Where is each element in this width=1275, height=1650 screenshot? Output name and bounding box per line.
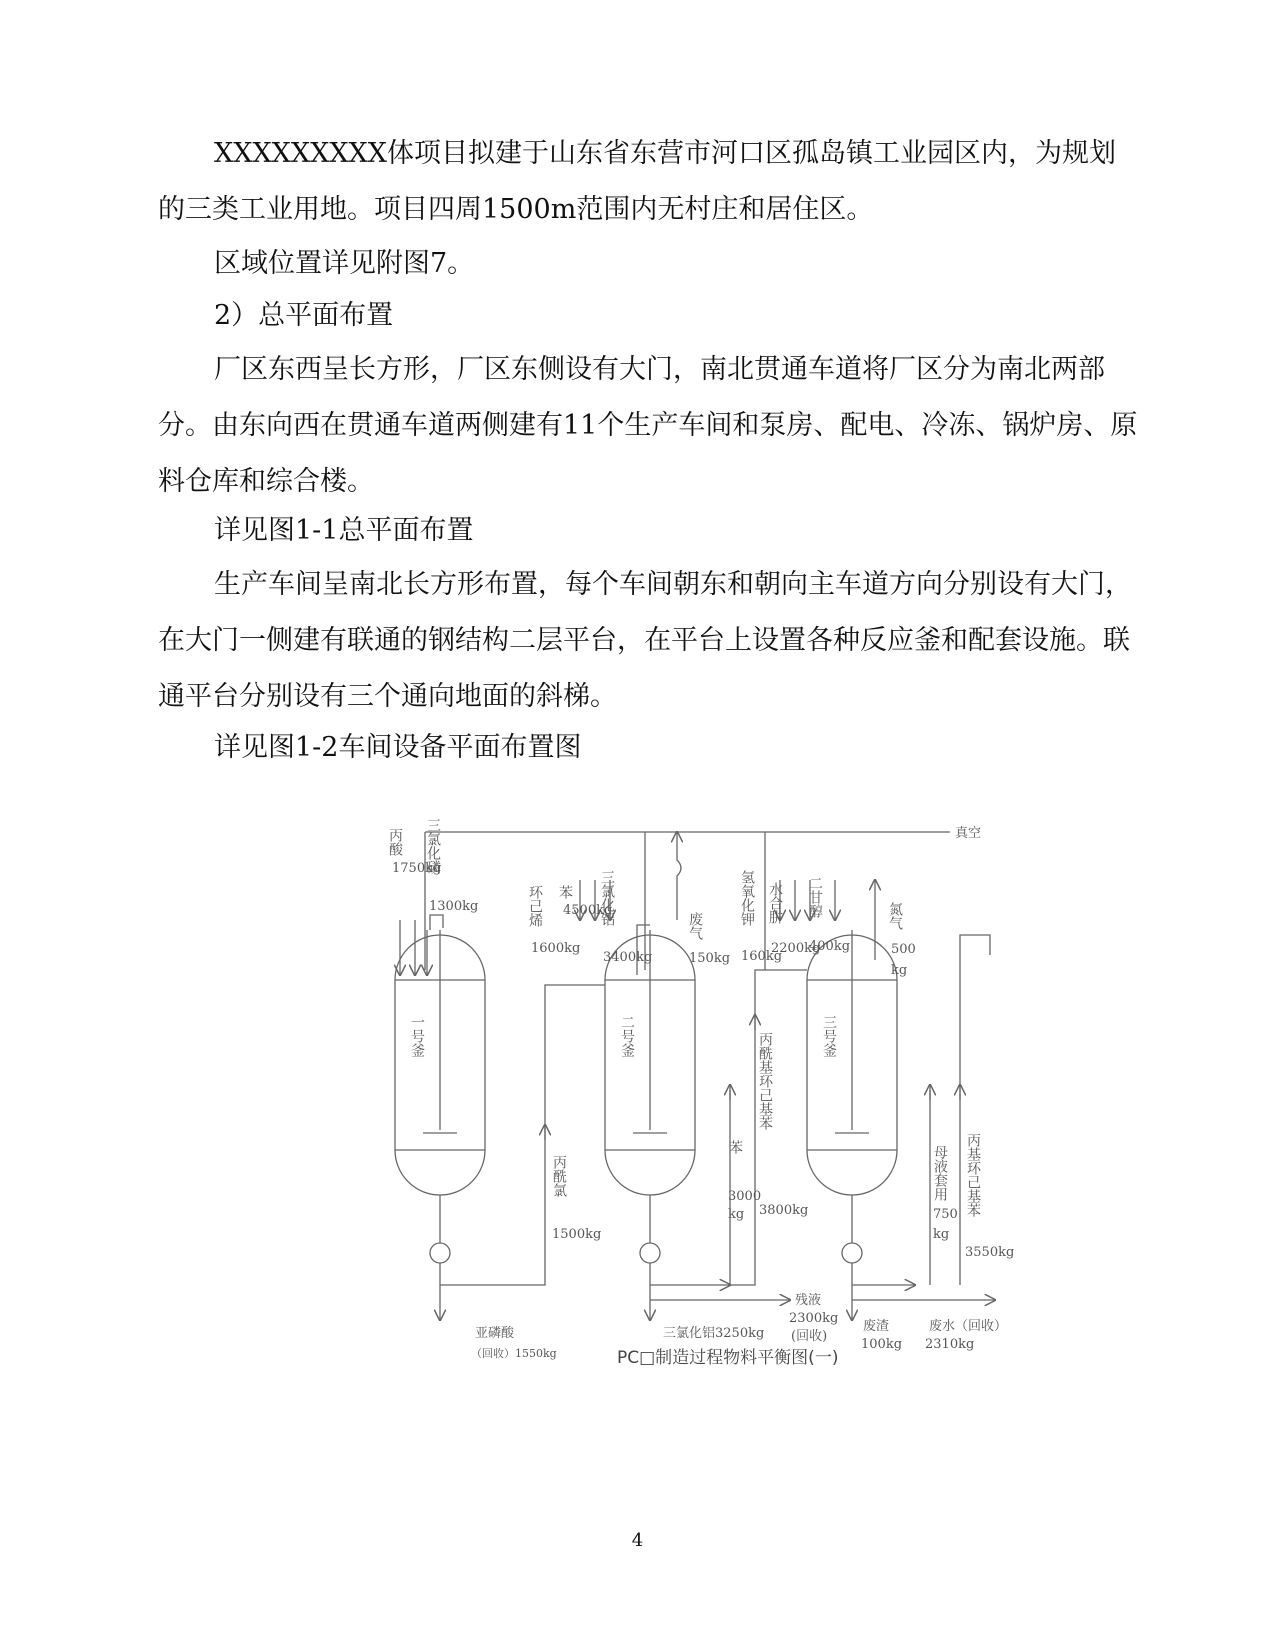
output-wastewater-name: 废水（回收） [929,1319,1008,1334]
transfer-benzene-unit: kg [728,1207,745,1222]
input-benzene-amount: 4500kg [563,903,613,918]
input-cyclohexene-amount: 1600kg [531,941,581,956]
output-residue-amount: 2300kg [789,1311,839,1326]
reactor-1-label: 一号釜 [409,1015,425,1057]
output-alcl3: 三氯化铝3250kg [663,1326,765,1341]
transfer-benzene-amount: 3000 [728,1189,762,1204]
input-diethylene-glycol-name: 二甘醇 [807,876,823,918]
transfer-mother-liquor-name: 母液套用 [932,1145,948,1201]
waste-gas-line [677,832,681,920]
input-koh-name: 氢氧化钾 [739,870,755,926]
input-nitrogen-amount: 500 [891,942,916,957]
output-phosphorous-acid-name: 亚磷酸 [475,1326,515,1341]
pump-3 [842,1243,862,1263]
output-residue-name: 残液 [795,1293,822,1308]
input-hydrazine-amount: 2200kg [771,941,821,956]
figure-caption: PC□制造过程物料平衡图(一) [617,1348,839,1368]
paragraph-layout-figure-ref: 详见图1-1总平面布置 [214,515,474,546]
paragraph-location: XXXXXXXXX体项目拟建于山东省东营市河口区孤岛镇工业园区内，为规划的三类工业用地。项目四周1500m范围内无村庄和居住区。 [158,138,1116,225]
paragraph-site-layout: 厂区东西呈长方形，厂区东侧设有大门，南北贯通车道将厂区分为南北两部分。由东向西在贯通车道两侧建有11个生产车间和泵房、配电、冷冻、锅炉房、原料仓库和综合楼。 [158,354,1138,497]
output-phosphorous-acid-note: （回收）1550kg [471,1347,557,1360]
input-propionic-acid-name: 丙酸 [387,828,403,856]
transfer-benzene-name: 苯 [727,1140,743,1154]
vacuum-label: 真空 [955,826,982,841]
transfer-propionyl-chloride-amount: 1500kg [552,1227,602,1242]
section-heading-layout: 2）总平面布置 [214,300,394,331]
output-waste-gas-amount: 150kg [689,951,731,966]
input-koh-amount: 160kg [741,949,783,964]
output-waste-gas-name: 废气 [687,912,703,940]
input-diethylene-glycol-amount: 400kg [809,939,851,954]
reactor-3-label: 三号釜 [821,1015,837,1057]
input-hydrazine-name: 水合肼 [767,882,783,924]
page-number: 4 [631,1530,644,1551]
reactor-2-label: 二号釜 [619,1015,635,1057]
product-propylcyclohexylbenzene-name: 丙基环己基苯 [965,1133,981,1217]
material-balance-diagram-svg [387,818,1055,1430]
product-line [960,935,990,1285]
output-waste-residue-name: 废渣 [863,1319,890,1334]
input-cyclohexene-name: 环己烯 [527,885,543,927]
material-balance-diagram [387,818,1055,1430]
transfer-propionyl-chloride-name: 丙酰氯 [551,1155,567,1197]
output-wastewater-amount: 2310kg [925,1337,975,1352]
input-benzene-name: 苯 [557,885,573,899]
transfer-mother-liquor-unit: kg [933,1227,950,1242]
input-alcl3-name: 三氯化铝 [599,870,615,926]
input-pcl3-amount: 1300kg [429,899,479,914]
input-alcl3-amount: 3400kg [603,950,653,965]
transfer-mother-liquor-amount: 750 [933,1207,958,1222]
output-residue-note: (回收) [791,1329,828,1344]
transfer-propionylcyclohexylbenzene-name: 丙酰基环己基苯 [757,1032,773,1130]
pump-2 [640,1243,660,1263]
pump-1 [430,1243,450,1263]
product-propylcyclohexylbenzene-amount: 3550kg [965,1245,1015,1260]
output-waste-residue-amount: 100kg [861,1337,903,1352]
paragraph-workshop: 生产车间呈南北长方形布置，每个车间朝东和朝向主车道方向分别设有大门，在大门一侧建有联通的钢结构二层平台，在平台上设置各种反应釜和配套设施。联通平台分别设有三个通向地面的斜梯。 [158,569,1132,712]
input-propionic-acid-amount: 1750kg [392,861,442,876]
input-nitrogen-name: 氮气 [887,902,903,930]
paragraph-location-figure-ref: 区域位置详见附图7。 [214,248,475,279]
paragraph-workshop-figure-ref: 详见图1-2车间设备平面布置图 [214,732,582,763]
input-pcl3-name: 三氯化磷 [425,818,441,874]
transfer-propionylcyclohexylbenzene-amount: 3800kg [759,1203,809,1218]
input-nitrogen-unit: kg [891,963,908,978]
